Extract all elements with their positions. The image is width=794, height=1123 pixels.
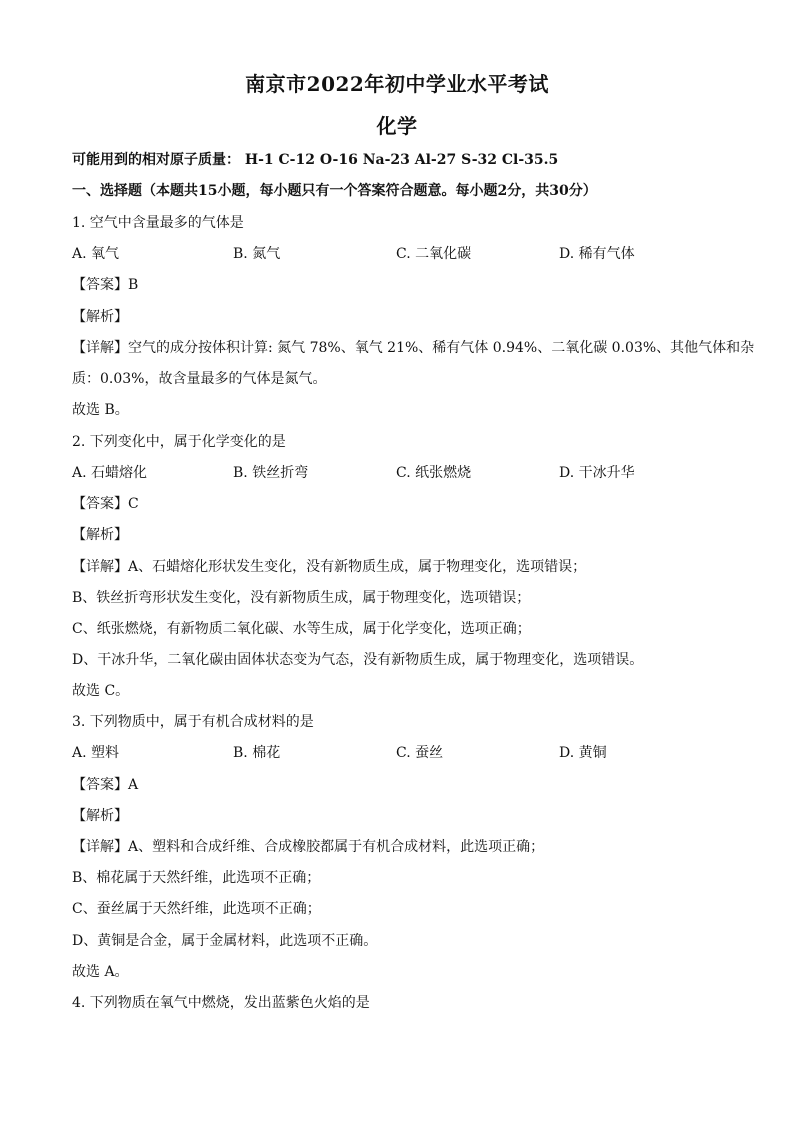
question-2-detail: C、纸张燃烧，有新物质二氧化碳、水等生成，属于化学变化，选项正确； <box>72 621 531 637</box>
question-1-stem: 1. 空气中含量最多的气体是 <box>72 215 244 231</box>
question-1-analysis: 【解析】 <box>72 309 128 325</box>
option-c: C. 二氧化碳 <box>396 246 472 262</box>
question-2-conclusion: 故选 C。 <box>72 683 130 699</box>
atomic-masses: 可能用到的相对原子质量： H-1 C-12 O-16 Na-23 Al-27 S-32 Cl-35.5 <box>72 152 559 168</box>
option-d: D. 黄铜 <box>559 745 607 761</box>
question-2-answer: 【答案】C <box>72 496 139 512</box>
option-b: B. 氮气 <box>233 246 281 262</box>
option-a: A. 塑料 <box>72 745 120 761</box>
question-3-conclusion: 故选 A。 <box>72 964 129 980</box>
question-2-options <box>72 463 732 483</box>
question-1-options <box>72 244 732 264</box>
question-3-options <box>72 743 732 763</box>
question-3-detail: B、棉花属于天然纤维，此选项不正确； <box>72 870 321 886</box>
option-a: A. 石蜡熔化 <box>72 465 148 481</box>
question-3-detail: D、黄铜是合金，属于金属材料，此选项不正确。 <box>72 933 378 949</box>
question-2-detail: B、铁丝折弯形状发生变化，没有新物质生成，属于物理变化，选项错误； <box>72 590 531 606</box>
question-4-stem: 4. 下列物质在氧气中燃烧，发出蓝紫色火焰的是 <box>72 995 370 1011</box>
question-3-analysis: 【解析】 <box>72 808 128 824</box>
question-3-detail: C、蚕丝属于天然纤维，此选项不正确； <box>72 901 321 917</box>
question-1-detail: 【详解】空气的成分按体积计算: 氮气 78%、氧气 21%、稀有气体 0.94%、二氧化碳 0.03%、其他气体和杂 <box>72 340 755 356</box>
question-2-stem: 2. 下列变化中，属于化学变化的是 <box>72 434 286 450</box>
question-1-conclusion: 故选 B。 <box>72 402 129 418</box>
question-3-detail: 【详解】A、塑料和合成纤维、合成橡胶都属于有机合成材料，此选项正确； <box>72 839 545 855</box>
option-b: B. 铁丝折弯 <box>233 465 309 481</box>
question-1-answer: 【答案】B <box>72 277 139 293</box>
exam-title: 南京市2022年初中学业水平考试 <box>245 72 549 96</box>
question-3-answer: 【答案】A <box>72 777 139 793</box>
section-heading: 一、选择题（本题共15小题，每小题只有一个答案符合题意。每小题2分，共30分） <box>72 183 597 199</box>
question-2-detail: 【详解】A、石蜡熔化形状发生变化，没有新物质生成，属于物理变化，选项错误； <box>72 559 587 575</box>
option-b: B. 棉花 <box>233 745 281 761</box>
question-1-detail: 质：0.03%，故含量最多的气体是氮气。 <box>72 371 327 387</box>
subject-title: 化学 <box>376 114 418 138</box>
option-a: A. 氧气 <box>72 246 120 262</box>
question-2-detail: D、干冰升华，二氧化碳由固体状态变为气态，没有新物质生成，属于物理变化，选项错误。 <box>72 652 644 668</box>
option-c: C. 纸张燃烧 <box>396 465 472 481</box>
question-3-stem: 3. 下列物质中，属于有机合成材料的是 <box>72 714 314 730</box>
question-2-analysis: 【解析】 <box>72 527 128 543</box>
option-d: D. 稀有气体 <box>559 246 635 262</box>
option-c: C. 蚕丝 <box>396 745 444 761</box>
option-d: D. 干冰升华 <box>559 465 635 481</box>
